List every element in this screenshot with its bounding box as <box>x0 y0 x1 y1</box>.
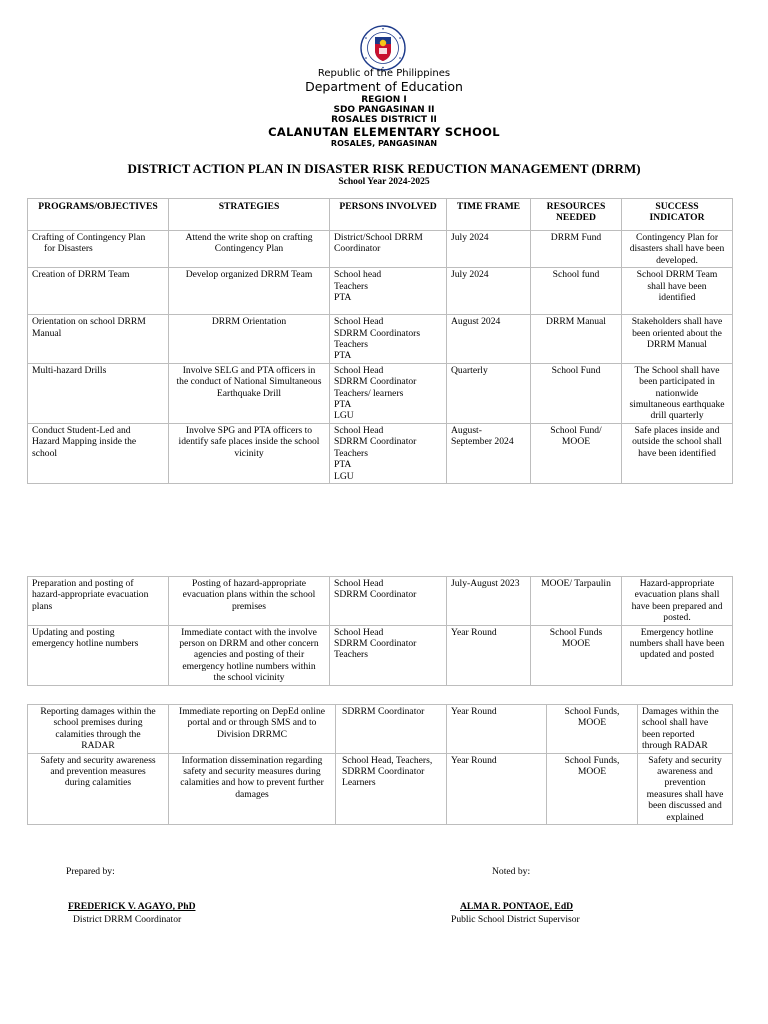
program-cell-line: Reporting damages within the <box>40 706 156 717</box>
table-row <box>28 577 733 626</box>
persons-cell-line: PTA <box>334 292 352 304</box>
table-row <box>28 363 733 423</box>
success-indicator-cell-line: been oriented about the <box>632 327 722 339</box>
resources-cell-line: DRRM Manual <box>546 316 606 328</box>
strategy-cell-line: identify safe places inside the school <box>178 436 320 448</box>
resources-cell-line: School Funds, <box>564 706 620 717</box>
persons-cell-line: SDRRM Coordinators <box>334 327 421 339</box>
resources-cell <box>531 363 622 423</box>
persons-cell-line: PTA <box>334 350 352 362</box>
success-indicator-cell-line: outside the school shall <box>632 436 722 448</box>
time-frame-cell-line: August- <box>451 424 482 436</box>
noted-by-name: ALMA R. PONTAOE, EdD <box>460 901 574 912</box>
strategy-cell <box>169 315 330 364</box>
success-indicator-cell-line: been participated in <box>639 376 715 388</box>
program-cell <box>28 268 169 315</box>
time-frame-cell-line: July 2024 <box>451 232 489 243</box>
persons-cell-line: School Head, Teachers, <box>342 754 433 766</box>
success-indicator-cell <box>622 268 733 315</box>
program-cell-line: Hazard Mapping inside the <box>32 436 137 448</box>
program-cell-line: Orientation on school DRRM <box>32 316 146 328</box>
table-row <box>28 231 733 268</box>
success-indicator-cell-line: school shall have <box>642 717 709 729</box>
resources-cell-line: School Fund <box>551 364 601 376</box>
col-header-strategies: STRATEGIES <box>169 199 330 231</box>
persons-cell <box>330 577 447 626</box>
strategy-cell-line: vicinity <box>234 447 264 459</box>
program-cell-line: calamities through the <box>55 728 141 740</box>
strategy-cell <box>169 625 330 685</box>
time-frame-cell <box>447 268 531 315</box>
persons-cell-line: Teachers <box>334 447 368 459</box>
persons-cell-line: School Head <box>334 316 384 328</box>
strategy-cell-line: Earthquake Drill <box>216 387 282 399</box>
persons-cell-line: SDRRM Coordinator <box>334 376 417 388</box>
strategy-cell-line: Immediate reporting on DepEd online <box>179 706 325 717</box>
time-frame-cell-line: July 2024 <box>451 269 489 281</box>
program-cell <box>28 315 169 364</box>
persons-cell <box>336 753 447 824</box>
time-frame-cell <box>447 315 531 364</box>
success-indicator-cell-line: through RADAR <box>642 740 708 752</box>
strategy-cell-line: portal and or through SMS and to <box>187 717 317 729</box>
strategy-cell <box>169 753 336 824</box>
success-indicator-cell-line: Hazard-appropriate <box>639 578 715 589</box>
strategy-cell-line: Contingency Plan <box>214 243 284 255</box>
strategy-cell-line: damages <box>235 788 269 800</box>
prepared-by-title: District DRRM Coordinator <box>73 914 182 925</box>
success-indicator-cell-line: have been identified <box>638 447 716 459</box>
program-cell <box>28 363 169 423</box>
success-indicator-cell-line: have been prepared and <box>631 600 723 612</box>
resources-cell-line: School Funds, <box>564 754 620 766</box>
program-cell <box>28 423 169 483</box>
success-indicator-cell <box>622 315 733 364</box>
program-cell-line: plans <box>32 600 53 612</box>
school-name: CALANUTAN ELEMENTARY SCHOOL <box>268 125 500 139</box>
district-line: ROSALES DISTRICT II <box>331 115 437 125</box>
program-cell-line: hazard-appropriate evacuation <box>32 589 149 601</box>
resources-cell <box>531 577 622 626</box>
strategy-cell-line: person on DRRM and other concern <box>179 638 319 650</box>
table-row <box>28 268 733 315</box>
success-indicator-cell-line: measures shall have <box>646 788 724 800</box>
time-frame-cell <box>447 753 547 824</box>
strategy-cell-line: Attend the write shop on crafting <box>185 232 313 243</box>
program-cell <box>28 625 169 685</box>
time-frame-cell-line: July-August 2023 <box>451 578 520 589</box>
success-indicator-cell-line: Safety and security <box>648 754 722 766</box>
program-cell-line: RADAR <box>81 740 115 752</box>
program-cell-line: school premises during <box>53 717 143 729</box>
strategy-cell-line: Immediate contact with the involve <box>181 626 317 638</box>
strategy-cell-line: evacuation plans within the school <box>182 589 316 601</box>
persons-cell <box>330 268 447 315</box>
persons-cell-line: School Head <box>334 578 384 589</box>
time-frame-cell-line: Year Round <box>451 626 497 638</box>
strategy-cell-line: Posting of hazard-appropriate <box>191 578 307 589</box>
department-line: Department of Education <box>305 79 463 94</box>
program-cell-line: Creation of DRRM Team <box>32 269 130 281</box>
resources-cell-line: MOOE <box>577 717 607 729</box>
persons-cell-line: SDRRM Coordinator <box>342 766 425 778</box>
success-indicator-cell-line: shall have been <box>647 280 707 292</box>
persons-cell <box>330 363 447 423</box>
resources-cell <box>531 315 622 364</box>
program-cell-line: Safety and security awareness <box>40 754 156 766</box>
resources-cell-line: School fund <box>552 269 600 281</box>
persons-cell-line: PTA <box>334 399 352 411</box>
success-indicator-cell-line: been reported <box>642 728 695 740</box>
resources-cell <box>531 423 622 483</box>
program-cell-line: Preparation and posting of <box>32 578 134 589</box>
success-indicator-cell-line: DRRM Manual <box>647 339 707 351</box>
success-indicator-cell <box>638 705 733 754</box>
resources-cell-line: DRRM Fund <box>550 232 602 243</box>
success-indicator-cell-line: simultaneous earthquake <box>629 399 725 411</box>
success-indicator-cell-line: developed. <box>656 254 698 266</box>
resources-cell-line: School Funds <box>549 626 603 638</box>
col-header-programs: PROGRAMS/OBJECTIVES <box>28 199 169 231</box>
resources-cell <box>531 625 622 685</box>
persons-cell-line: SDRRM Coordinator <box>334 589 417 601</box>
noted-by-title: Public School District Supervisor <box>451 914 580 925</box>
persons-cell-line: Teachers <box>334 339 368 351</box>
time-frame-cell <box>447 705 547 754</box>
resources-cell-line: MOOE <box>561 638 591 650</box>
success-indicator-cell-line: Damages within the <box>642 706 719 717</box>
strategy-cell-line: premises <box>231 600 267 612</box>
document-title: DISTRICT ACTION PLAN IN DISASTER RISK REDUCTION MANAGEMENT (DRRM) <box>127 161 641 176</box>
time-frame-cell-line: August 2024 <box>451 316 501 328</box>
strategy-cell <box>169 363 330 423</box>
program-cell-line: school <box>32 447 58 459</box>
persons-cell-line: School head <box>334 269 382 281</box>
success-indicator-cell-line: disasters shall have been <box>629 243 725 255</box>
table-row <box>28 315 733 364</box>
prepared-by-label: Prepared by: <box>66 866 115 877</box>
success-indicator-cell <box>622 363 733 423</box>
resources-cell-line: MOOE <box>577 766 607 778</box>
persons-cell <box>330 231 447 268</box>
action-plan-table-continued <box>27 576 733 686</box>
time-frame-cell-line: Year Round <box>451 706 497 717</box>
strategy-cell-line: the conduct of National Simultaneous <box>176 376 322 388</box>
time-frame-cell <box>447 577 531 626</box>
strategy-cell <box>169 268 330 315</box>
strategy-cell-line: Involve SELG and PTA officers in <box>182 364 316 376</box>
time-frame-cell <box>447 363 531 423</box>
program-cell-line: during calamities <box>64 777 132 789</box>
strategy-cell <box>169 577 330 626</box>
republic-line: Republic of the Philippines <box>317 68 451 79</box>
strategy-cell-line: Develop organized DRRM Team <box>185 269 313 281</box>
col-header-persons: PERSONS INVOLVED <box>330 199 447 231</box>
success-indicator-cell-line: Safe places inside and <box>634 424 720 436</box>
col-header-success: SUCCESS INDICATOR <box>622 199 733 231</box>
program-cell-line: Multi-hazard Drills <box>32 364 107 376</box>
program-cell-line: Updating and posting <box>32 626 115 638</box>
success-indicator-cell-line: evacuation plans shall <box>634 589 720 601</box>
strategy-cell-line: safety and security measures during <box>183 766 321 778</box>
persons-cell-line: SDRRM Coordinator <box>342 706 425 717</box>
success-indicator-cell <box>638 753 733 824</box>
success-indicator-cell-line: awareness and <box>657 766 713 778</box>
persons-cell-line: School Head <box>334 626 384 638</box>
resources-cell-line: MOOE <box>561 436 591 448</box>
persons-cell-line: LGU <box>334 470 354 482</box>
success-indicator-cell-line: Stakeholders shall have <box>631 316 723 328</box>
success-indicator-cell-line: School DRRM Team <box>636 269 718 281</box>
persons-cell <box>330 625 447 685</box>
program-cell-line: Conduct Student-Led and <box>32 424 131 436</box>
persons-cell-line: Teachers/ learners <box>334 387 404 399</box>
persons-cell-line: District/School DRRM <box>334 232 423 243</box>
strategy-cell-line: emergency hotline numbers within <box>182 660 316 672</box>
success-indicator-cell-line: drill quarterly <box>650 410 704 422</box>
success-indicator-cell <box>622 625 733 685</box>
strategy-cell-line: Information dissemination regarding <box>181 754 323 766</box>
persons-cell-line: School Head <box>334 364 384 376</box>
time-frame-cell-line: Year Round <box>451 754 497 766</box>
prepared-by-name: FREDERICK V. AGAYO, PhD <box>68 901 196 912</box>
success-indicator-cell-line: posted. <box>663 612 691 624</box>
noted-by-label: Noted by: <box>492 866 531 877</box>
strategy-cell-line: calamities and how to prevent further <box>180 777 324 789</box>
resources-cell <box>531 268 622 315</box>
success-indicator-cell-line: updated and posted <box>639 649 715 661</box>
table-row <box>28 625 733 685</box>
success-indicator-cell-line: been discussed and <box>648 800 722 812</box>
program-cell <box>28 231 169 268</box>
persons-cell-line: Learners <box>342 777 376 789</box>
persons-cell-line: PTA <box>334 459 352 471</box>
table-row <box>28 423 733 483</box>
program-cell-line: Crafting of Contingency Plan <box>32 232 146 243</box>
col-header-time: TIME FRAME <box>447 199 531 231</box>
resources-cell <box>547 753 638 824</box>
resources-cell <box>531 231 622 268</box>
time-frame-cell-line: September 2024 <box>451 436 514 448</box>
resources-cell-line: School Fund/ <box>550 424 602 436</box>
time-frame-cell <box>447 231 531 268</box>
strategy-cell-line: agencies and posting of their <box>193 649 305 661</box>
persons-cell-line: LGU <box>334 410 354 422</box>
persons-cell <box>330 423 447 483</box>
program-cell-line: Manual <box>32 327 62 339</box>
time-frame-cell <box>447 625 531 685</box>
program-cell-line: and prevention measures <box>50 766 146 778</box>
deped-seal-logo <box>358 24 408 72</box>
success-indicator-cell-line: Contingency Plan for <box>635 232 719 243</box>
time-frame-cell <box>447 423 531 483</box>
strategy-cell-line: DRRM Orientation <box>211 316 287 328</box>
persons-cell-line: Teachers <box>334 280 368 292</box>
table-row <box>28 753 733 824</box>
persons-cell-line: School Head <box>334 424 384 436</box>
table-row <box>28 705 733 754</box>
time-frame-cell-line: Quarterly <box>451 364 488 376</box>
success-indicator-cell-line: The School shall have <box>634 364 720 376</box>
persons-cell-line: SDRRM Coordinator <box>334 436 417 448</box>
persons-cell-line: Teachers <box>334 649 368 661</box>
success-indicator-cell-line: Emergency hotline <box>640 626 714 638</box>
action-plan-table-main <box>27 198 733 484</box>
strategy-cell-line: the school vicinity <box>213 672 285 684</box>
success-indicator-cell-line: identified <box>658 292 696 304</box>
sdo-line: SDO PANGASINAN II <box>333 105 435 115</box>
success-indicator-cell-line: numbers shall have been <box>629 638 725 650</box>
persons-cell <box>330 315 447 364</box>
success-indicator-cell <box>622 231 733 268</box>
strategy-cell-line: Involve SPG and PTA officers to <box>185 424 313 436</box>
region-line: REGION I <box>361 95 407 105</box>
persons-cell-line: SDRRM Coordinator <box>334 638 417 650</box>
resources-cell <box>547 705 638 754</box>
program-cell <box>28 753 169 824</box>
col-header-resources: RESOURCES NEEDED <box>531 199 622 231</box>
program-cell <box>28 705 169 754</box>
resources-cell-line: MOOE/ Tarpaulin <box>541 578 611 589</box>
success-indicator-cell <box>622 577 733 626</box>
success-indicator-cell-line: nationwide <box>655 387 699 399</box>
table-header-row <box>28 199 733 231</box>
strategy-cell <box>169 231 330 268</box>
strategy-cell <box>169 423 330 483</box>
strategy-cell <box>169 705 336 754</box>
persons-cell-line: Coordinator <box>334 243 381 255</box>
program-cell-line: for Disasters <box>44 243 93 255</box>
success-indicator-cell-line: explained <box>666 811 704 823</box>
success-indicator-cell <box>622 423 733 483</box>
action-plan-table-final <box>27 704 733 825</box>
school-address: ROSALES, PANGASINAN <box>330 139 438 148</box>
school-year: School Year 2024-2025 <box>338 177 430 187</box>
program-cell-line: emergency hotline numbers <box>32 638 139 650</box>
persons-cell <box>336 705 447 754</box>
program-cell <box>28 577 169 626</box>
success-indicator-cell-line: prevention <box>664 777 706 789</box>
strategy-cell-line: Division DRRMC <box>216 728 288 740</box>
